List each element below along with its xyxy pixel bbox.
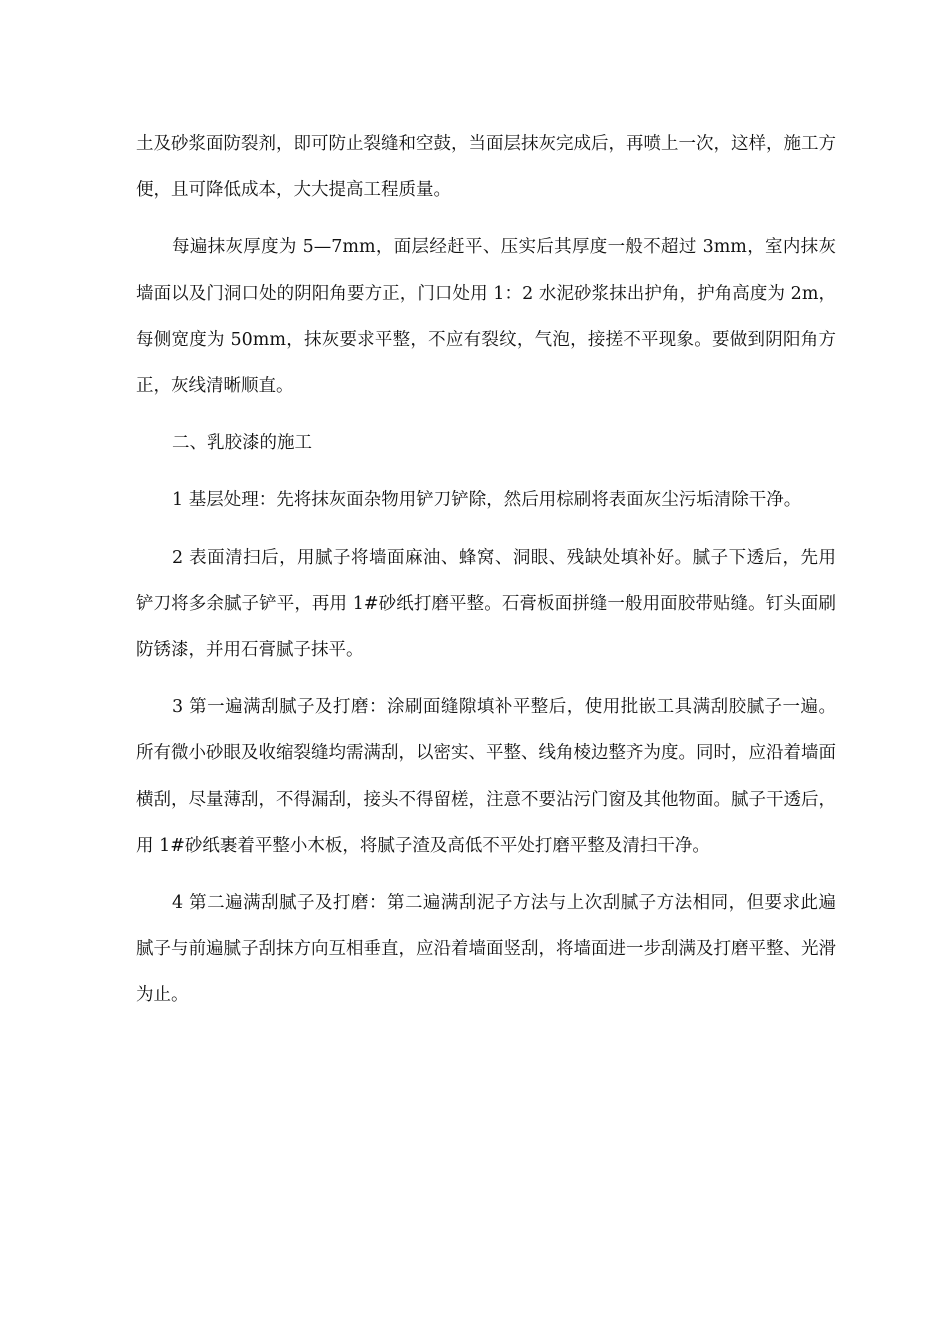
paragraph-plastering-thickness: 每遍抹灰厚度为 5—7mm，面层经赶平、压实后其厚度一般不超过 3mm，室内抹灰墙面以及门洞口处的阴阳角要方正，门口处用 1：2 水泥砂浆抹出护角，护角高度为 2m，每侧宽度为 50mm，抹灰要求平整，不应有裂纹，气泡，接搓不平现象。要做到阴阳角方正，灰线清晰顺直。 [136,237,836,397]
paragraph-step-2: 2 表面清扫后，用腻子将墙面麻油、蜂窝、洞眼、残缺处填补好。腻子下透后，先用铲刀将多余腻子铲平，再用 1#砂纸打磨平整。石膏板面拼缝一般用面胶带贴缝。钉头面刷防锈漆，并用石膏腻子抹平。 [136,547,836,661]
paragraph-step-1: 1 基层处理：先将抹灰面杂物用铲刀铲除，然后用棕刷将表面灰尘污垢清除干净。 [172,490,802,511]
paragraph-continuation: 土及砂浆面防裂剂，即可防止裂缝和空鼓，当面层抹灰完成后，再喷上一次，这样，施工方便，且可降低成本，大大提高工程质量。 [136,134,836,201]
paragraph-step-4: 4 第二遍满刮腻子及打磨：第二遍满刮泥子方法与上次刮腻子方法相同，但要求此遍腻子与前遍腻子刮抹方向互相垂直，应沿着墙面竖刮，将墙面进一步刮满及打磨平整、光滑为止。 [136,893,836,1006]
paragraph-step-3: 3 第一遍满刮腻子及打磨：涂刷面缝隙填补平整后，使用批嵌工具满刮胶腻子一遍。所有微小砂眼及收缩裂缝均需满刮，以密实、平整、线角棱边整齐为度。同时，应沿着墙面横刮，尽量薄刮，不得漏刮，接头不得留槎，注意不要沾污门窗及其他物面。腻子干透后，用 1#砂纸裹着平整小木板，将腻子渣及高低不平处打磨平整及清扫干净。 [136,697,836,856]
document-body [136,121,836,1030]
section-heading-latex-paint: 二、乳胶漆的施工 [172,433,312,454]
